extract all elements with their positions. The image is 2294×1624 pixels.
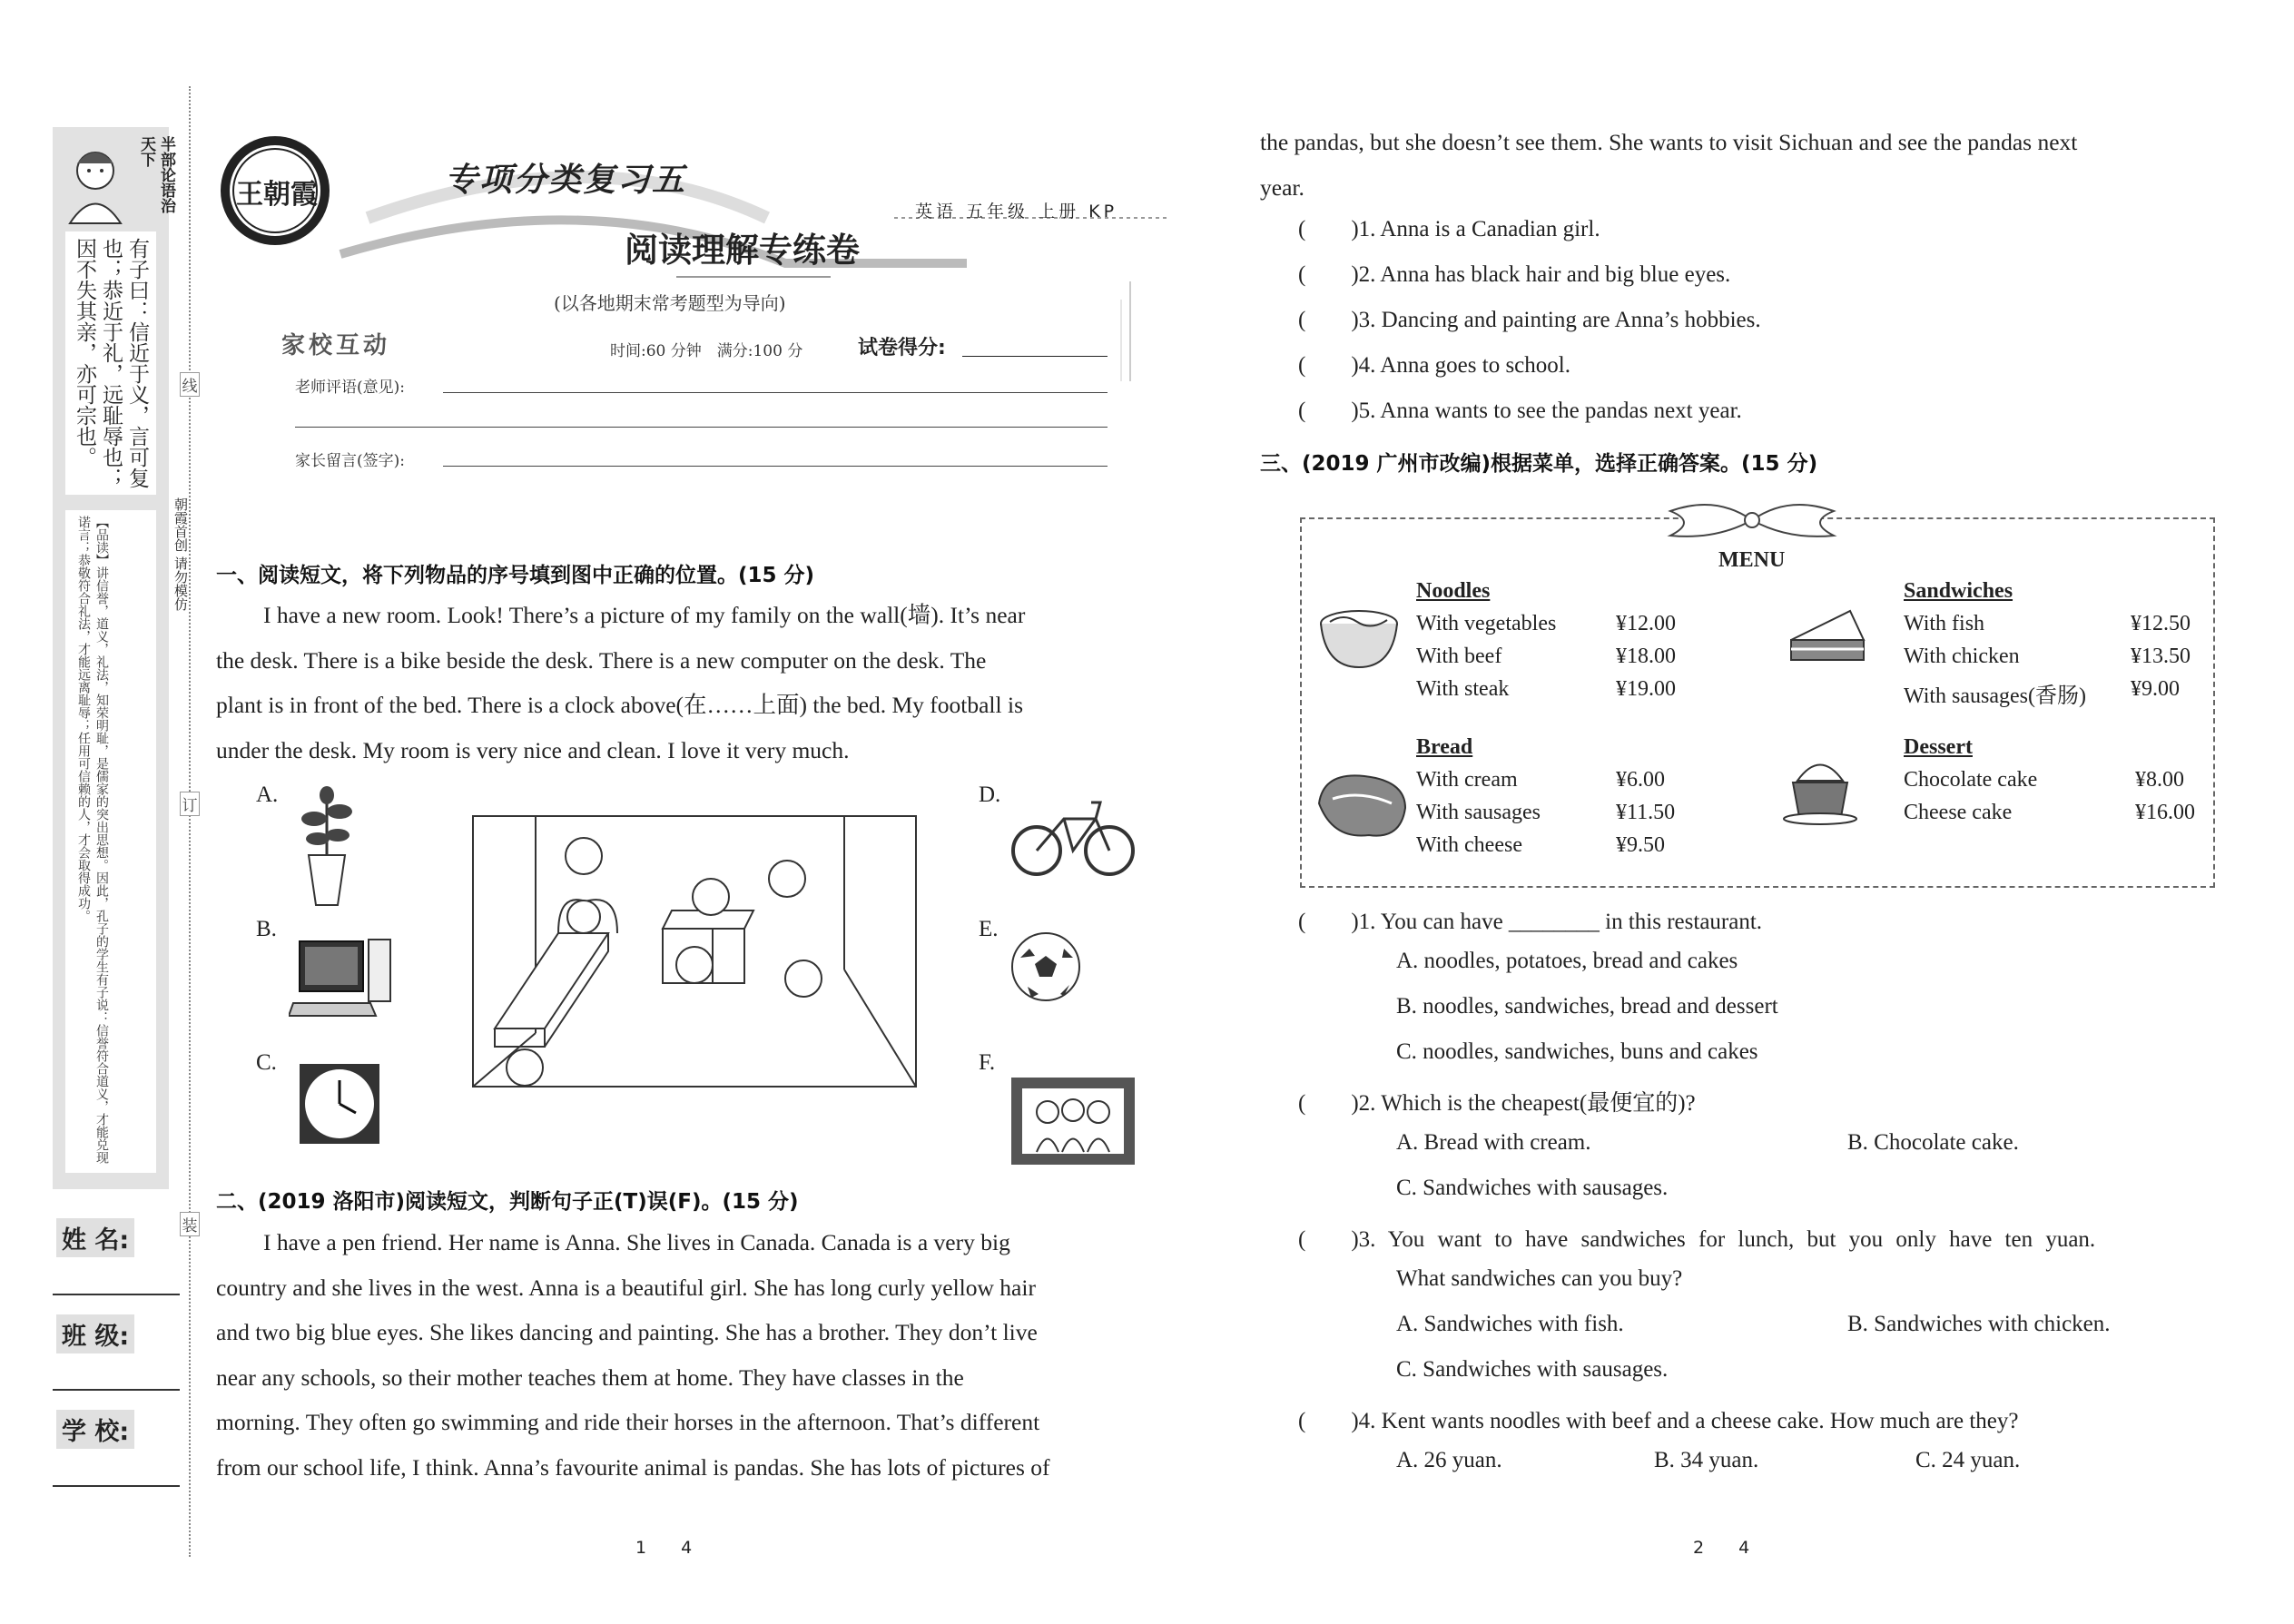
series-info: 英语 五年级 上册 KP bbox=[915, 202, 1118, 221]
computer-icon bbox=[289, 930, 396, 1021]
name-field[interactable] bbox=[53, 1294, 180, 1295]
menu-item: Chocolate cake bbox=[1904, 768, 2038, 792]
menu-sandwiches-heading: Sandwiches bbox=[1904, 579, 2013, 603]
menu-item: With steak bbox=[1416, 677, 1510, 701]
passage-line: near any schools, so their mother teaches them at home. They have classes in the bbox=[216, 1363, 964, 1391]
picture-label-e: E. bbox=[979, 917, 999, 941]
noodles-icon bbox=[1316, 604, 1403, 672]
section2-passage bbox=[216, 1220, 1178, 1490]
menu-price: ¥9.50 bbox=[1616, 833, 1665, 857]
football-icon bbox=[1009, 930, 1082, 1003]
confucius-quote: 有子曰：信近于义，言可复也；恭近于礼，远耻辱也；因不失其亲，亦可宗也。 bbox=[73, 238, 149, 488]
teacher-remark-field[interactable] bbox=[443, 392, 1108, 393]
tf-item-3: ( )3. Dancing and painting are Anna’s hobbies. bbox=[1298, 308, 1761, 332]
parent-remark-field[interactable] bbox=[443, 466, 1108, 467]
menu-price: ¥6.00 bbox=[1616, 768, 1665, 792]
answer-bracket[interactable]: ( ) bbox=[1298, 399, 1359, 423]
score-label: 试卷得分: bbox=[858, 337, 946, 359]
passage-line: and two big blue eyes. She likes dancing and painting. She has a brother. They don’t live bbox=[216, 1319, 1038, 1345]
time-info: 时间:60 分钟 满分:100 分 bbox=[610, 342, 803, 360]
passage-line: country and she lives in the west. Anna is a beautiful girl. She has long curly yellow hair bbox=[216, 1274, 1036, 1301]
menu-bread-heading: Bread bbox=[1416, 735, 1473, 759]
section1-heading: 一、阅读短文，将下列物品的序号填到图中正确的位置。(15 分) bbox=[216, 564, 815, 587]
school-label: 学 校: bbox=[56, 1410, 134, 1449]
tf-item-1: ( )1. Anna is a Canadian girl. bbox=[1298, 217, 1600, 241]
parent-remark-label: 家长留言(签字): bbox=[295, 452, 405, 470]
menu-item: With sausages bbox=[1416, 801, 1541, 824]
brand-logo bbox=[216, 132, 334, 250]
picture-label-f: F. bbox=[979, 1050, 996, 1075]
page-title: 专项分类复习五 bbox=[445, 162, 687, 199]
menu-price: ¥11.50 bbox=[1616, 801, 1676, 824]
menu-item: With cream bbox=[1416, 768, 1518, 792]
menu-price: ¥9.00 bbox=[2131, 677, 2180, 701]
tf-item-5: ( )5. Anna wants to see the pandas next year. bbox=[1298, 399, 1742, 423]
picture-label-d: D. bbox=[979, 782, 1001, 807]
cake-icon bbox=[1779, 753, 1861, 826]
page-number-right: 2 4 bbox=[1693, 1538, 1750, 1558]
teacher-remark-field-2[interactable] bbox=[295, 427, 1108, 428]
option: C. Sandwiches with sausages. bbox=[1396, 1176, 1669, 1200]
option: B. noodles, sandwiches, bread and dessert bbox=[1396, 994, 1778, 1019]
passage-line: from our school life, I think. Anna’s favourite animal is pandas. She has lots of pictures of bbox=[216, 1453, 1050, 1481]
tf-item-4: ( )4. Anna goes to school. bbox=[1298, 353, 1570, 378]
option: C. noodles, sandwiches, buns and cakes bbox=[1396, 1039, 1758, 1064]
option: A. 26 yuan. bbox=[1396, 1448, 1502, 1472]
menu-price: ¥13.50 bbox=[2131, 645, 2191, 668]
school-field[interactable] bbox=[53, 1485, 180, 1487]
page-subtitle: 阅读理解专练卷 bbox=[625, 231, 860, 270]
picture-label-a: A. bbox=[256, 782, 279, 807]
picture-label-c: C. bbox=[256, 1050, 277, 1075]
passage-line: the desk. There is a bike beside the desk. There is a new computer on the desk. The bbox=[216, 646, 987, 674]
question-3: ( )3. You want to have sandwiches for lunch, but you only have ten yuan. bbox=[1298, 1227, 2096, 1252]
clock-icon bbox=[298, 1062, 381, 1146]
menu-dessert-heading: Dessert bbox=[1904, 735, 1973, 759]
answer-bracket[interactable]: ( ) bbox=[1298, 308, 1359, 332]
menu-price: ¥18.00 bbox=[1616, 645, 1676, 668]
menu-item: With chicken bbox=[1904, 645, 2020, 668]
menu-item: Cheese cake bbox=[1904, 801, 2013, 824]
answer-bracket[interactable]: ( ) bbox=[1298, 353, 1359, 378]
bow-icon bbox=[1661, 495, 1843, 545]
class-field[interactable] bbox=[53, 1389, 180, 1391]
answer-bracket[interactable]: ( ) bbox=[1298, 910, 1359, 934]
question-4: ( )4. Kent wants noodles with beef and a cheese cake. How much are they? bbox=[1298, 1409, 2019, 1433]
menu-title: MENU bbox=[1718, 548, 1786, 572]
menu-noodles-heading: Noodles bbox=[1416, 579, 1491, 603]
option: A. Bread with cream. bbox=[1396, 1130, 1591, 1155]
room-diagram bbox=[472, 815, 917, 1088]
option: B. Chocolate cake. bbox=[1847, 1130, 2019, 1155]
menu-item: With vegetables bbox=[1416, 612, 1557, 635]
name-label: 姓 名: bbox=[56, 1218, 134, 1257]
answer-bracket[interactable]: ( ) bbox=[1298, 217, 1359, 241]
menu-price: ¥12.50 bbox=[2131, 612, 2191, 635]
side-note: 朝霞首创 请勿模仿 bbox=[172, 497, 189, 611]
class-label: 班 级: bbox=[56, 1314, 134, 1353]
bread-icon bbox=[1314, 767, 1410, 844]
section2-heading: 二、(2019 洛阳市)阅读短文，判断句子正(T)误(F)。(15 分) bbox=[216, 1190, 799, 1214]
teacher-remark-label: 老师评语(意见): bbox=[295, 379, 405, 397]
quote-commentary: 【品读】讲信誉，道义，礼法，知荣明耻，是儒家的突出思想。因此，孔子的学生有子说：信誉符合道义，才能兑现诺言；恭敬符合礼法，才能远离耻辱；任用可信赖的人，才会取得成功。 bbox=[76, 516, 109, 1164]
cut-mark: 装 bbox=[180, 1212, 200, 1236]
answer-bracket[interactable]: ( ) bbox=[1298, 262, 1359, 287]
option: A. Sandwiches with fish. bbox=[1396, 1312, 1624, 1336]
answer-bracket[interactable]: ( ) bbox=[1298, 1409, 1359, 1433]
menu-price: ¥8.00 bbox=[2135, 768, 2184, 792]
option: A. noodles, potatoes, bread and cakes bbox=[1396, 949, 1738, 973]
passage-line: the pandas, but she doesn’t see them. She wants to visit Sichuan and see the pandas next bbox=[1260, 129, 2078, 155]
menu-item: With sausages(香肠) bbox=[1904, 684, 2086, 708]
passage-line: I have a new room. Look! There’s a picture of my family on the wall(墙). It’s near bbox=[263, 602, 1026, 628]
section2-passage-cont bbox=[1260, 120, 2222, 210]
answer-bracket[interactable]: ( ) bbox=[1298, 1091, 1359, 1116]
option: B. 34 yuan. bbox=[1654, 1448, 1759, 1472]
confucius-icon bbox=[56, 134, 134, 225]
plant-icon bbox=[290, 782, 363, 908]
passage-line: year. bbox=[1260, 173, 1305, 201]
question-2: ( )2. Which is the cheapest(最便宜的)? bbox=[1298, 1091, 1696, 1116]
menu-price: ¥19.00 bbox=[1616, 677, 1676, 701]
bike-icon bbox=[1009, 782, 1137, 881]
option: B. Sandwiches with chicken. bbox=[1847, 1312, 2111, 1336]
section3-heading: 三、(2019 广州市改编)根据菜单，选择正确答案。(15 分) bbox=[1260, 452, 1818, 476]
page-number-left: 1 4 bbox=[635, 1538, 693, 1558]
brand-name: 王朝霞 bbox=[236, 179, 318, 211]
score-field[interactable] bbox=[962, 356, 1108, 357]
guide-note: (以各地期末常考题型为导向) bbox=[554, 292, 786, 314]
question-1: ( )1. You can have ________ in this restaurant. bbox=[1298, 910, 1763, 934]
section1-passage bbox=[216, 593, 1178, 773]
home-school-label: 家校互动 bbox=[281, 332, 391, 359]
cut-line bbox=[189, 86, 191, 1557]
cut-mark: 订 bbox=[180, 792, 200, 816]
sandwich-icon bbox=[1787, 604, 1868, 672]
family-picture-icon bbox=[1009, 1076, 1137, 1166]
menu-price: ¥16.00 bbox=[2135, 801, 2195, 824]
option: C. Sandwiches with sausages. bbox=[1396, 1357, 1669, 1382]
menu-item: With beef bbox=[1416, 645, 1502, 668]
menu-price: ¥12.00 bbox=[1616, 612, 1676, 635]
passage-line: under the desk. My room is very nice and clean. I love it very much. bbox=[216, 736, 850, 763]
option: C. 24 yuan. bbox=[1915, 1448, 2021, 1472]
answer-bracket[interactable]: ( ) bbox=[1298, 1227, 1359, 1252]
question-3-cont: What sandwiches can you buy? bbox=[1396, 1266, 1683, 1291]
menu-item: With cheese bbox=[1416, 833, 1522, 857]
tf-item-2: ( )2. Anna has black hair and big blue eyes. bbox=[1298, 262, 1731, 287]
passage-line: plant is in front of the bed. There is a clock above(在……上面) the bed. My football is bbox=[216, 692, 1023, 718]
passage-line: I have a pen friend. Her name is Anna. She lives in Canada. Canada is a very big bbox=[263, 1229, 1010, 1255]
cut-mark: 线 bbox=[180, 372, 200, 397]
picture-label-b: B. bbox=[256, 917, 277, 941]
menu-item: With fish bbox=[1904, 612, 1985, 635]
margin-slogan: 半部论语治天下 bbox=[137, 136, 175, 213]
passage-line: morning. They often go swimming and ride their horses in the afternoon. That’s different bbox=[216, 1409, 1040, 1435]
